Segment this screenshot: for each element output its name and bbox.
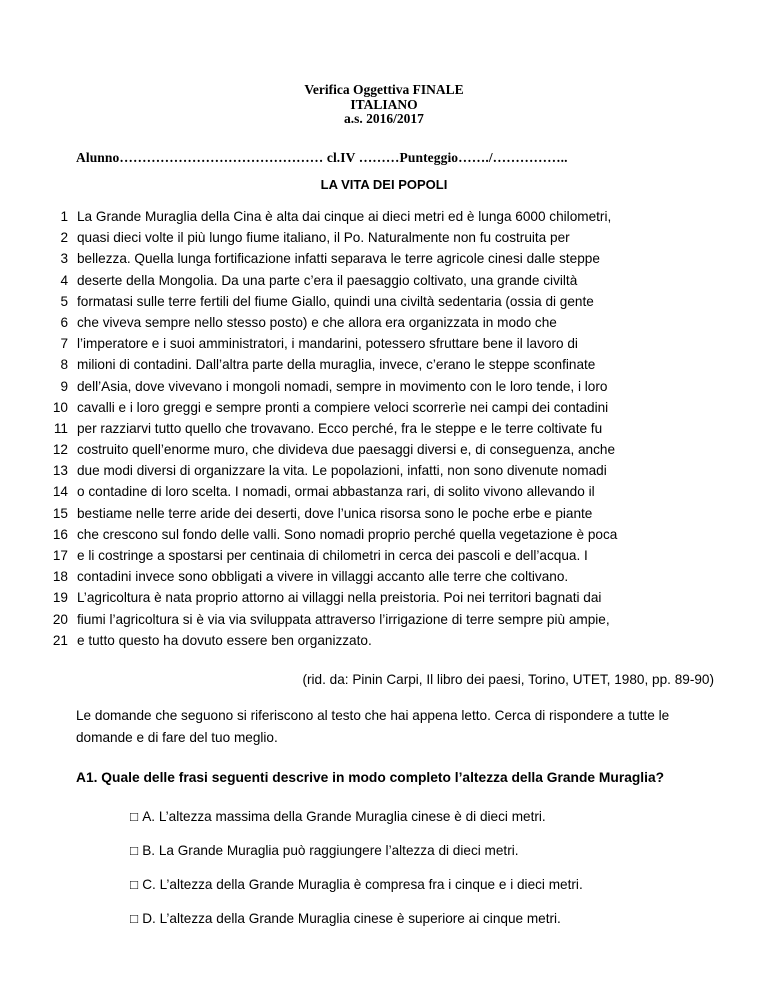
source-citation: (rid. da: Pinin Carpi, Il libro dei paesi, Torino, UTET, 1980, pp. 89-90) bbox=[302, 672, 714, 687]
answer-option-d[interactable] bbox=[130, 910, 583, 944]
checkbox-icon[interactable]: □ bbox=[130, 843, 139, 858]
line-number: 9 bbox=[60, 378, 68, 394]
option-text: C. L’altezza della Grande Muraglia è compresa fra i cinque e i dieci metri. bbox=[142, 877, 583, 892]
answer-option-a[interactable] bbox=[130, 808, 583, 842]
line-number: 3 bbox=[60, 251, 68, 267]
line-number: 20 bbox=[52, 611, 68, 627]
passage-line bbox=[52, 248, 732, 269]
passage-line bbox=[52, 481, 732, 502]
line-text: formatasi sulle terre fertili del fiume Giallo, quindi una civiltà sedentaria (ossia di gente bbox=[77, 293, 594, 309]
answer-option-c[interactable] bbox=[130, 876, 583, 910]
option-text: B. La Grande Muraglia può raggiungere l’altezza di dieci metri. bbox=[142, 843, 519, 858]
question-a1: A1. Quale delle frasi seguenti descrive in modo completo l’altezza della Grande Muraglia? bbox=[76, 770, 665, 785]
line-text: che crescono sul fondo delle valli. Sono nomadi proprio perché quella vegetazione è poca bbox=[77, 526, 618, 542]
checkbox-icon[interactable]: □ bbox=[130, 809, 139, 824]
header-subject: ITALIANO bbox=[350, 96, 418, 112]
answer-options bbox=[130, 808, 583, 944]
passage-line bbox=[52, 545, 732, 566]
document-header bbox=[0, 83, 768, 127]
line-number: 13 bbox=[52, 463, 68, 479]
line-number: 15 bbox=[52, 505, 68, 521]
line-number: 14 bbox=[52, 484, 68, 500]
line-text: che viveva sempre nello stesso posto) e che allora era organizzata in modo che bbox=[77, 314, 557, 330]
passage-line bbox=[52, 566, 732, 587]
passage-line bbox=[52, 524, 732, 545]
line-number: 18 bbox=[52, 569, 68, 585]
passage-line bbox=[52, 630, 732, 651]
line-text: quasi dieci volte il più lungo fiume italiano, il Po. Naturalmente non fu costruita per bbox=[77, 230, 570, 246]
line-number: 7 bbox=[60, 336, 68, 352]
line-number: 6 bbox=[60, 314, 68, 330]
header-school-year: a.s. 2016/2017 bbox=[344, 111, 424, 126]
instructions-paragraph: Le domande che seguono si riferiscono al testo che hai appena letto. Cerca di rispondere a tutte le domande e di fare del tuo meglio. bbox=[76, 708, 670, 745]
line-number: 8 bbox=[60, 357, 68, 373]
passage-line bbox=[52, 333, 732, 354]
passage-line bbox=[52, 312, 732, 333]
passage-line bbox=[52, 439, 732, 460]
line-text: e li costringe a spostarsi per centinaia di chilometri in cerca dei pascoli e dell’acqua. I bbox=[77, 548, 588, 563]
checkbox-icon[interactable]: □ bbox=[130, 911, 139, 926]
line-number: 2 bbox=[60, 230, 68, 246]
line-text: contadini invece sono obbligati a vivere in villaggi accanto alle terre che coltivano. bbox=[77, 569, 569, 585]
header-title: Verifica Oggettiva FINALE bbox=[304, 82, 464, 97]
option-text: A. L’altezza massima della Grande Muraglia cinese è di dieci metri. bbox=[142, 809, 546, 824]
passage-title: LA VITA DEI POPOLI bbox=[320, 177, 448, 192]
line-text: L’agricoltura è nata proprio attorno ai villaggi nella preistoria. Poi nei territori bagnati dai bbox=[77, 590, 602, 606]
line-number: 19 bbox=[52, 590, 68, 606]
passage-line bbox=[52, 418, 732, 439]
line-number: 17 bbox=[52, 548, 68, 563]
line-text: deserte della Mongolia. Da una parte c’era il paesaggio coltivato, una grande civiltà bbox=[77, 272, 578, 288]
line-text: costruito quell’enorme muro, che divideva due paesaggi diversi e, di conseguenza, anche bbox=[77, 442, 616, 458]
line-text: per razziarvi tutto quello che trovavano. Ecco perché, fra le steppe e le terre coltivate fu bbox=[77, 420, 603, 436]
checkbox-icon[interactable]: □ bbox=[130, 877, 139, 892]
line-text: cavalli e i loro greggi e sempre pronti a compiere veloci scorrerìe nei campi dei contadini bbox=[77, 399, 609, 415]
line-number: 5 bbox=[60, 293, 68, 309]
option-text: D. L’altezza della Grande Muraglia cinese è superiore ai cinque metri. bbox=[142, 911, 561, 926]
passage-line bbox=[52, 376, 732, 397]
answer-option-b[interactable] bbox=[130, 842, 583, 876]
line-number: 21 bbox=[52, 632, 68, 648]
line-text: e tutto questo ha dovuto essere ben organizzato. bbox=[77, 632, 372, 648]
passage-line bbox=[52, 397, 732, 418]
line-text: La Grande Muraglia della Cina è alta dai cinque ai dieci metri ed è lunga 6000 chilometri, bbox=[77, 209, 612, 224]
passage-line bbox=[52, 587, 732, 608]
line-number: 1 bbox=[60, 209, 68, 224]
passage-line bbox=[52, 206, 732, 227]
reading-passage bbox=[52, 206, 732, 651]
passage-line bbox=[52, 609, 732, 630]
passage-line bbox=[52, 354, 732, 375]
line-text: bellezza. Quella lunga fortificazione infatti separava le terre agricole cinesi dalle steppe bbox=[77, 251, 600, 267]
line-number: 16 bbox=[52, 526, 68, 542]
passage-line bbox=[52, 503, 732, 524]
line-text: o contadine di loro scelta. I nomadi, ormai abbastanza rari, di solito vivono allevando il bbox=[77, 484, 595, 500]
passage-line bbox=[52, 227, 732, 248]
line-number: 11 bbox=[53, 420, 68, 436]
line-number: 4 bbox=[60, 272, 68, 288]
student-info-line: Alunno……………………………………… cl.IV ………Punteggio……./…………….. bbox=[76, 150, 568, 165]
passage-line bbox=[52, 291, 732, 312]
line-number: 12 bbox=[52, 442, 68, 458]
passage-line bbox=[52, 460, 732, 481]
line-text: due modi diversi di organizzare la vita. Le popolazioni, infatti, non sono divenute nomadi bbox=[77, 463, 607, 479]
line-text: milioni di contadini. Dall’altra parte della muraglia, invece, c’erano le steppe sconfinate bbox=[77, 357, 596, 373]
line-text: l’imperatore e i suoi amministratori, i mandarini, potessero sfruttare bene il lavoro di bbox=[77, 336, 578, 352]
line-text: dell’Asia, dove vivevano i mongoli nomadi, sempre in movimento con le loro tende, i loro bbox=[77, 378, 608, 394]
passage-line bbox=[52, 270, 732, 291]
line-number: 10 bbox=[52, 399, 68, 415]
line-text: fiumi l’agricoltura si è via via sviluppata attraverso l’irrigazione di terre sempre più ampie, bbox=[77, 611, 610, 627]
line-text: bestiame nelle terre aride dei deserti, dove l’unica risorsa sono le poche erbe e piante bbox=[77, 505, 593, 521]
